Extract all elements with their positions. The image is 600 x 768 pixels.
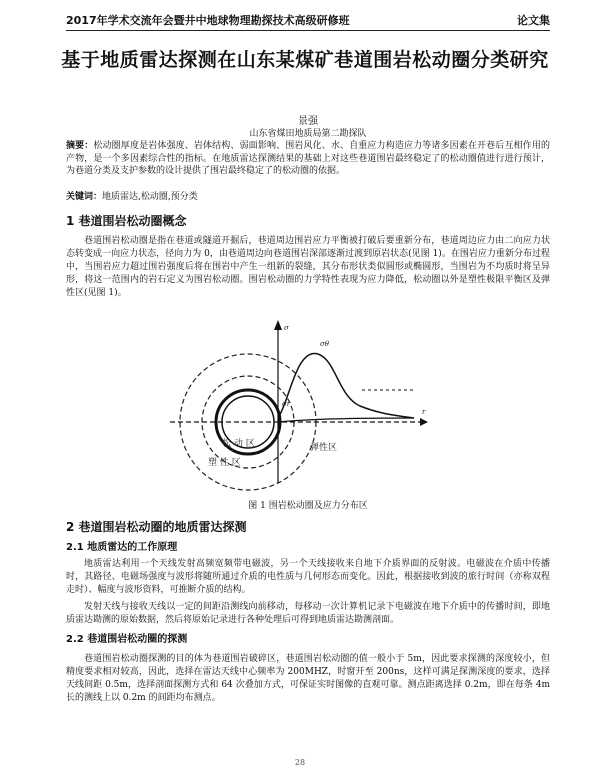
subsection-heading-2-1: 2.1 地质雷达的工作原理	[66, 542, 178, 553]
conference-name: 2017年学术交流年会暨井中地球物理勘探技术高级研修班	[66, 14, 350, 27]
header-rule	[66, 30, 550, 31]
section-2-1-paragraph-2: 发射天线与接收天线以一定的间距沿测线向前移动，每移动一次计算机记录下电磁波在地下介质中的传播时间，即地质雷达勘测的原始数据，然后将原始记录进行各种处理后可得到地质雷达勘测剖面。	[66, 602, 550, 625]
section-heading-1: 1 巷道围岩松动圈概念	[66, 214, 187, 228]
radial-stress-curve	[278, 418, 414, 422]
affiliation: 山东省煤田地质局第二勘探队	[249, 129, 367, 139]
section-1-paragraph: 巷道围岩松动圈是指在巷道或隧道开掘后，巷道周边围岩应力平衡被打破后要重新分布，巷道周边应力由二向应力状态转变成一向应力状态，径向力为 0，由巷道周边向巷道围岩深部逐渐过渡到原岩状态(见图 1)。在围岩应力重新分布过程中，当围岩应力超过围岩强度后将在围岩中产生一组新的裂缝，其分布形状类似圆形或椭圆形，当围岩为不均质时将呈异形，将这一范围内的岩石定义为围岩松动圈。围岩松动圈的力学特性表现为应力降低，松动圈以外是塑性极限平衡区及弹性区(见图 1)。	[66, 236, 550, 298]
abstract	[66, 140, 550, 178]
r-label: r	[422, 408, 426, 416]
section-heading-2: 2 巷道围岩松动圈的地质雷达探测	[66, 520, 247, 534]
sigma-label: σ	[284, 324, 289, 332]
r-axis-arrow-icon	[420, 418, 428, 426]
sigma-r-label: σr	[282, 400, 291, 408]
figure-1-diagram	[170, 318, 470, 496]
sigma-theta-label: σθ	[320, 340, 329, 348]
plastic-zone-label: 塑 性 区	[208, 458, 241, 468]
keywords-text: 地质雷达,松动圈,预分类	[102, 192, 198, 202]
keywords-label: 关键词：	[66, 192, 103, 202]
sigma-axis-arrow-icon	[274, 320, 282, 330]
elastic-zone-label: 弹性区	[310, 443, 338, 453]
figure-caption: 图 1 围岩松动圈及应力分布区	[248, 501, 368, 511]
loose-zone-label: 松 动 区	[222, 439, 255, 449]
running-header	[66, 12, 550, 30]
figure-1	[170, 318, 470, 496]
subsection-heading-2-2: 2.2 巷道围岩松动圈的探测	[66, 634, 188, 645]
section-2-2-paragraph: 巷道围岩松动圈探测的目的体为巷道围岩破碎区，巷道围岩松动圈的值一般小于 5m，因此要求探测的深度较小，但精度要求相对较高，因此，选择在雷达天线中心频率为 200MHZ，时窗开至 200ns，这样可满足探测深度的要求，选择天线间距 0.5m，选择剖面探测方式和 64 次叠加方式，可保证实时图像的直观可靠。测点距离选择 0.2m，即在每条 4m 长的测线上以 0.2m 的间距均布测点。	[66, 654, 550, 703]
abstract-text: 松动圈厚度是岩体强度、岩体结构、弱面影响、围岩风化、水、自重应力构造应力等诸多因素在开巷后互相作用的产物，是一个多因素综合性的指标。在地质雷达探测结果的基础上对这些巷道围岩最终稳定了的松动圈值进行进行预计，为巷道分类及支护参数的设计提供了围岩最终稳定了的松动圈的依据。	[66, 141, 550, 176]
author: 景强	[298, 116, 318, 127]
abstract-label: 摘要：	[66, 141, 94, 151]
paper-title: 基于地质雷达探测在山东某煤矿巷道围岩松动圈分类研究	[61, 49, 549, 71]
keywords	[66, 191, 550, 203]
section-2-1-paragraph-1: 地质雷达利用一个天线发射高频宽频带电磁波，另一个天线接收来自地下介质界面的反射波。电磁波在介质中传播时，其路径、电磁场强度与波形将随所通过介质的电性质与几何形态而变化。因此，根据接收到波的旅行时间（亦称双程走时）、幅度与波形资料，可推断介质的结构。	[66, 559, 550, 595]
section-name: 论文集	[517, 14, 550, 27]
tangential-stress-curve	[278, 354, 414, 418]
page-number: 28	[294, 758, 306, 767]
